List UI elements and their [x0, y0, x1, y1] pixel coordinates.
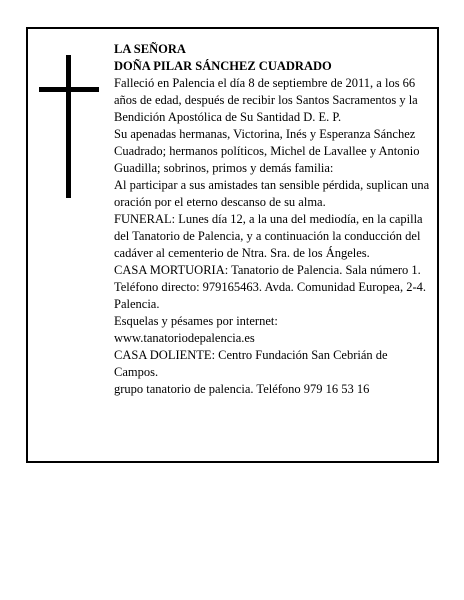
paragraph-group: grupo tanatorio de palencia. Teléfono 979 16 53 16	[114, 382, 370, 396]
paragraph-family: Su apenadas hermanas, Victorina, Inés y Esperanza Sánchez Cuadrado; hermanos políticos, Michel de Lavallee y Antonio Guadilla; sobrinos, primos y demás familia:	[114, 127, 420, 175]
obituary-notice	[26, 27, 439, 463]
paragraph-death: Falleció en Palencia el día 8 de septiembre de 2011, a los 66 años de edad, después de recibir los Santos Sacramentos y la Bendición Apostólica de Su Santidad D. E. P.	[114, 76, 418, 124]
paragraph-internet: Esquelas y pésames por internet:	[114, 314, 278, 328]
cross-vertical-bar	[66, 55, 71, 198]
notice-heading-title: LA SEÑORA	[114, 42, 186, 56]
paragraph-prayer: Al participar a sus amistades tan sensible pérdida, suplican una oración por el eterno descanso de su alma.	[114, 178, 430, 209]
notice-text	[114, 41, 432, 398]
notice-heading-name: DOÑA PILAR SÁNCHEZ CUADRADO	[114, 59, 332, 73]
paragraph-household: CASA DOLIENTE: Centro Fundación San Cebrián de Campos.	[114, 348, 388, 379]
cross-icon	[28, 29, 128, 229]
paragraph-mortuary: CASA MORTUORIA: Tanatorio de Palencia. Sala número 1. Teléfono directo: 979165463. Avda. Comunidad Europea, 2-4. Palencia.	[114, 263, 427, 311]
cross-horizontal-bar	[39, 87, 99, 92]
paragraph-funeral: FUNERAL: Lunes día 12, a la una del mediodía, en la capilla del Tanatorio de Palencia, y a continuación la conducción del cadáver al cementerio de Ntra. Sra. de los Ángeles.	[114, 212, 423, 260]
website-link[interactable]: www.tanatoriodepalencia.es	[114, 331, 255, 345]
